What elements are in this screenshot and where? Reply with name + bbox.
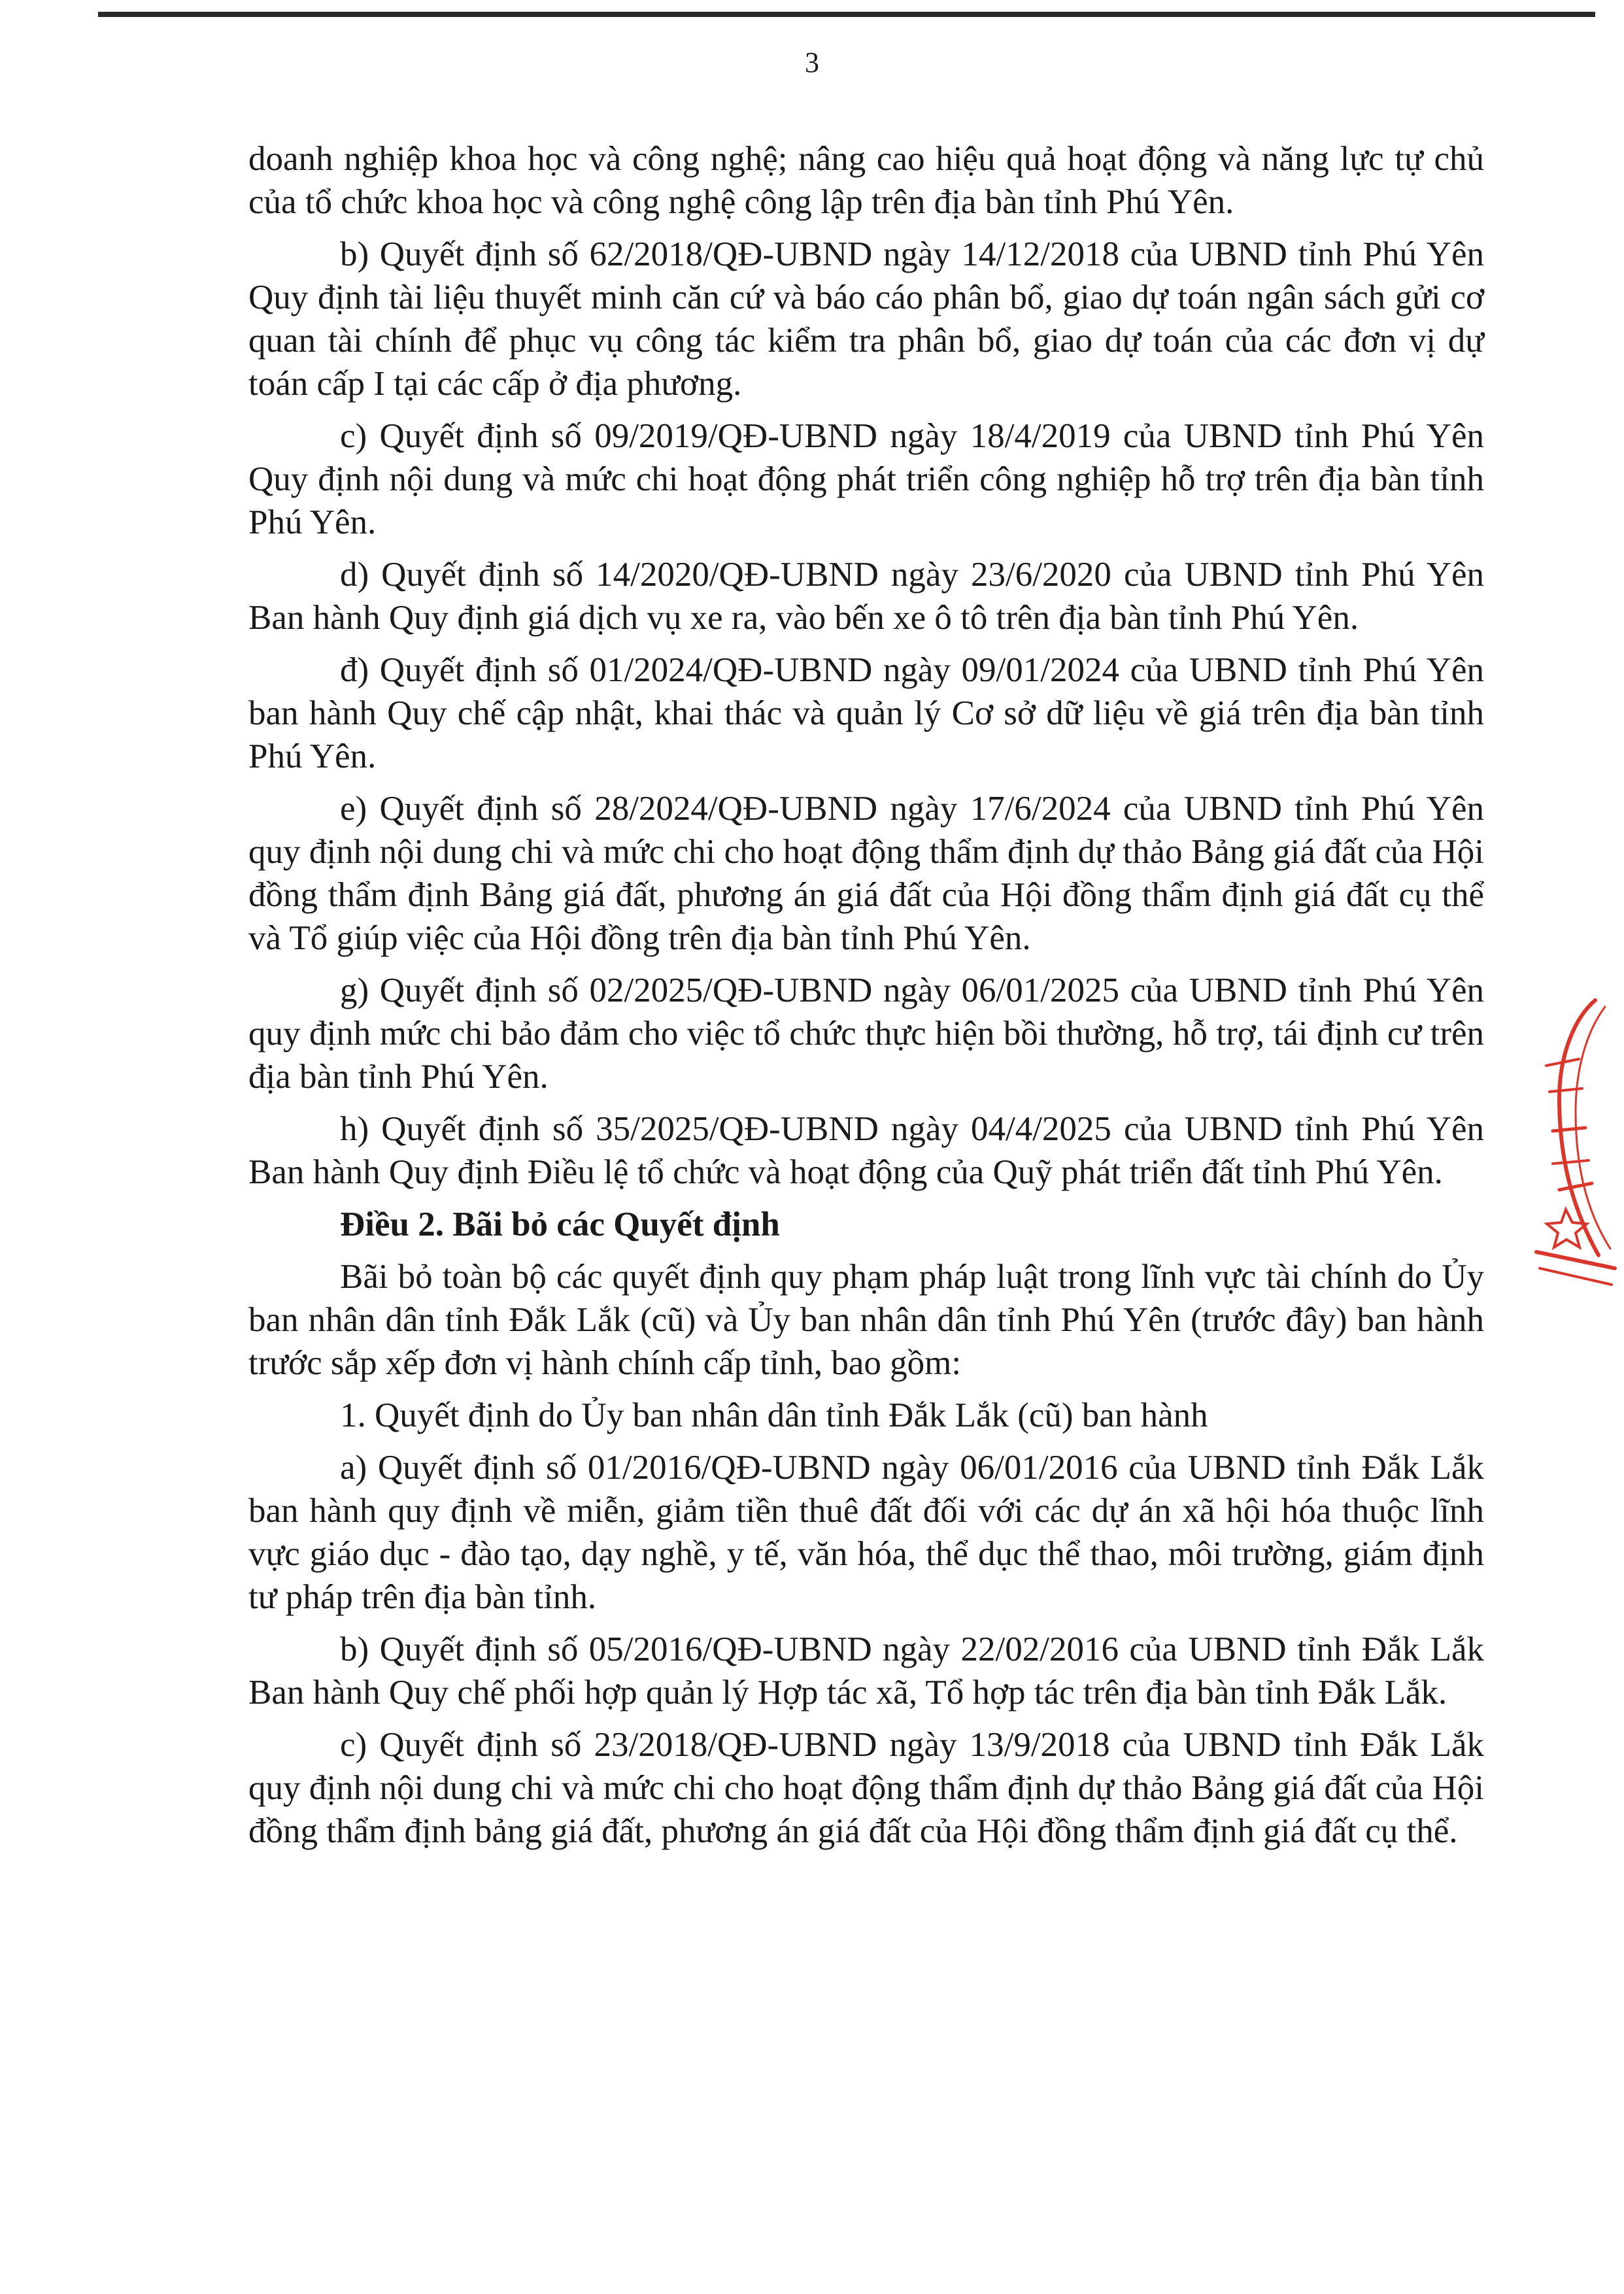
paragraph: h) Quyết định số 35/2025/QĐ-UBND ngày 04/4/2025 của UBND tỉnh Phú Yên Ban hành Quy định Điều lệ tổ chức và hoạt động của Quỹ phát triển đất tỉnh Phú Yên. bbox=[248, 1110, 1484, 1191]
paragraph: d) Quyết định số 14/2020/QĐ-UBND ngày 23/6/2020 của UBND tỉnh Phú Yên Ban hành Quy định giá dịch vụ xe ra, vào bến xe ô tô trên địa bàn tỉnh Phú Yên. bbox=[248, 556, 1484, 637]
paragraph: b) Quyết định số 62/2018/QĐ-UBND ngày 14/12/2018 của UBND tỉnh Phú Yên Quy định tài liệu thuyết minh căn cứ và báo cáo phân bổ, giao dự toán ngân sách gửi cơ quan tài chính để phục vụ công tác kiểm tra phân bổ, giao dự toán của các đơn vị dự toán cấp I tại các cấp ở địa phương. bbox=[248, 235, 1484, 403]
document-body bbox=[248, 137, 1484, 1862]
paragraph: doanh nghiệp khoa học và công nghệ; nâng cao hiệu quả hoạt động và năng lực tự chủ của tổ chức khoa học và công nghệ công lập trên địa bàn tỉnh Phú Yên. bbox=[248, 140, 1484, 221]
paragraph: a) Quyết định số 01/2016/QĐ-UBND ngày 06/01/2016 của UBND tỉnh Đắk Lắk ban hành quy định về miễn, giảm tiền thuê đất đối với các dự án xã hội hóa thuộc lĩnh vực giáo dục - đào tạo, dạy nghề, y tế, văn hóa, thể dục thể thao, môi trường, giám định tư pháp trên địa bàn tỉnh. bbox=[248, 1449, 1484, 1616]
red-seal-stamp-icon bbox=[1533, 994, 1618, 1294]
top-rule bbox=[98, 12, 1595, 17]
article-heading: Điều 2. Bãi bỏ các Quyết định bbox=[340, 1206, 780, 1243]
paragraph: c) Quyết định số 09/2019/QĐ-UBND ngày 18/4/2019 của UBND tỉnh Phú Yên Quy định nội dung và mức chi hoạt động phát triển công nghiệp hỗ trợ trên địa bàn tỉnh Phú Yên. bbox=[248, 417, 1484, 541]
paragraph: Bãi bỏ toàn bộ các quyết định quy phạm pháp luật trong lĩnh vực tài chính do Ủy ban nhân dân tỉnh Đắk Lắk (cũ) và Ủy ban nhân dân tỉnh Phú Yên (trước đây) ban hành trước sắp xếp đơn vị hành chính cấp tỉnh, bao gồm: bbox=[248, 1258, 1484, 1382]
paragraph: e) Quyết định số 28/2024/QĐ-UBND ngày 17/6/2024 của UBND tỉnh Phú Yên quy định nội dung chi và mức chi cho hoạt động thẩm định dự thảo Bảng giá đất của Hội đồng thẩm định Bảng giá đất, phương án giá đất của Hội đồng thẩm định giá đất cụ thể và Tổ giúp việc của Hội đồng trên địa bàn tỉnh Phú Yên. bbox=[248, 790, 1484, 957]
paragraph: c) Quyết định số 23/2018/QĐ-UBND ngày 13/9/2018 của UBND tỉnh Đắk Lắk quy định nội dung chi và mức chi cho hoạt động thẩm định dự thảo Bảng giá đất của Hội đồng thẩm định bảng giá đất, phương án giá đất của Hội đồng thẩm định giá đất cụ thể. bbox=[248, 1726, 1484, 1850]
paragraph: g) Quyết định số 02/2025/QĐ-UBND ngày 06/01/2025 của UBND tỉnh Phú Yên quy định mức chi bảo đảm cho việc tổ chức thực hiện bồi thường, hỗ trợ, tái định cư trên địa bàn tỉnh Phú Yên. bbox=[248, 971, 1484, 1096]
paragraph: b) Quyết định số 05/2016/QĐ-UBND ngày 22/02/2016 của UBND tỉnh Đắk Lắk Ban hành Quy chế phối hợp quản lý Hợp tác xã, Tổ hợp tác trên địa bàn tỉnh Đắk Lắk. bbox=[248, 1630, 1484, 1712]
paragraph: đ) Quyết định số 01/2024/QĐ-UBND ngày 09/01/2024 của UBND tỉnh Phú Yên ban hành Quy chế cập nhật, khai thác và quản lý Cơ sở dữ liệu về giá trên địa bàn tỉnh Phú Yên. bbox=[248, 651, 1484, 775]
paragraph: 1. Quyết định do Ủy ban nhân dân tỉnh Đắk Lắk (cũ) ban hành bbox=[340, 1396, 1208, 1434]
page-number: 3 bbox=[805, 46, 819, 78]
